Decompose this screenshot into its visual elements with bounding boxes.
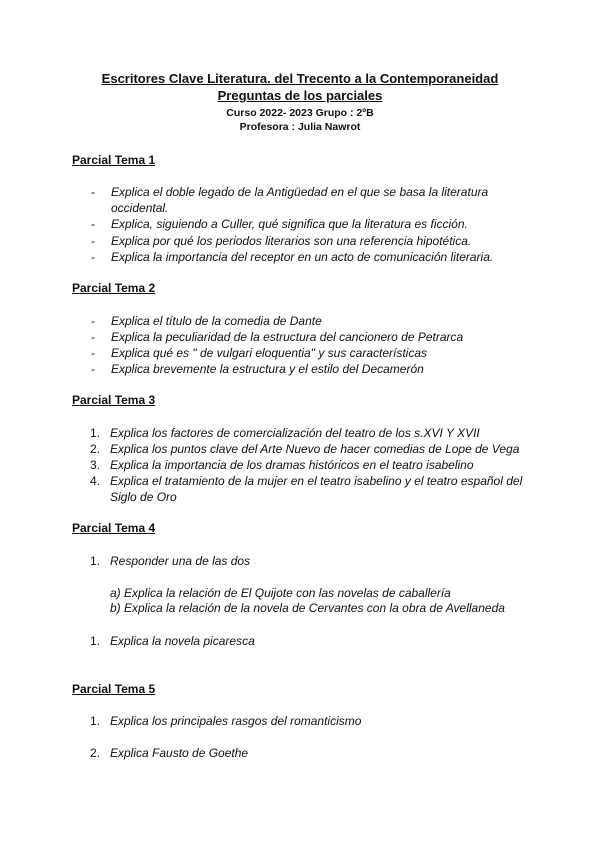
- list-marker: 2.: [90, 442, 101, 456]
- section-heading-tema-4: Parcial Tema 4: [72, 521, 156, 535]
- list-marker: 2.: [90, 746, 101, 760]
- question-text: Explica la importancia del receptor en un acto de comunicación literaria.: [111, 250, 494, 264]
- list-item: [90, 425, 530, 441]
- list-marker: -: [91, 346, 95, 360]
- list-marker: 3.: [90, 458, 101, 472]
- question-text: Explica los puntos clave del Arte Nuevo de hacer comedias de Lope de Vega: [110, 442, 520, 456]
- list-marker: 1.: [90, 426, 101, 440]
- list-marker: -: [91, 362, 95, 376]
- list-item: [90, 713, 530, 729]
- list-item: [90, 745, 530, 761]
- list-marker: -: [91, 234, 95, 248]
- list-item: [90, 473, 530, 505]
- list-marker: 4.: [90, 474, 101, 488]
- section-heading-tema-5: Parcial Tema 5: [72, 682, 156, 696]
- list-marker: -: [91, 185, 95, 199]
- question-text: Explica brevemente la estructura y el estilo del Decamerón: [111, 362, 424, 376]
- list-item: [90, 361, 530, 377]
- question-text: Explica la importancia de los dramas históricos en el teatro isabelino: [110, 458, 474, 472]
- list-item: [90, 313, 530, 329]
- list-marker: 1.: [90, 634, 101, 648]
- question-text: Explica, siguiendo a Culler, qué significa que la literatura es ficción.: [111, 217, 468, 231]
- question-text: Explica por qué los periodos literarios son una referencia hipotética.: [111, 234, 472, 248]
- sub-option-b: b) Explica la relación de la novela de Cervantes con la obra de Avellaneda: [110, 601, 505, 615]
- list-marker: -: [91, 330, 95, 344]
- sub-option-a: a) Explica la relación de El Quijote con las novelas de caballería: [110, 586, 451, 600]
- question-text: Explica el doble legado de la Antigüedad en el que se basa la literatura occidental.: [111, 185, 489, 215]
- list-item: [90, 553, 530, 569]
- question-text: Responder una de las dos: [110, 554, 251, 568]
- list-marker: 1.: [90, 554, 101, 568]
- section-heading-tema-2: Parcial Tema 2: [72, 281, 156, 295]
- list-marker: 1.: [90, 714, 101, 728]
- list-item: [90, 329, 530, 345]
- list-item: [90, 457, 530, 473]
- list-item: [90, 633, 530, 649]
- course-info: Curso 2022- 2023 Grupo : 2ºB: [226, 107, 374, 119]
- section-heading-tema-3: Parcial Tema 3: [72, 393, 156, 407]
- question-text: Explica los factores de comercialización del teatro de los s.XVI Y XVII: [110, 426, 480, 440]
- list-marker: -: [91, 217, 95, 231]
- section-heading-tema-1: Parcial Tema 1: [72, 153, 156, 167]
- list-item: [90, 249, 530, 265]
- list-item: [90, 216, 530, 232]
- list-marker: -: [91, 314, 95, 328]
- question-text: Explica Fausto de Goethe: [110, 746, 249, 760]
- question-text: Explica el tratamiento de la mujer en el teatro isabelino y el teatro español del Siglo de Oro: [110, 474, 523, 504]
- question-text: Explica la peculiaridad de la estructura del cancionero de Petrarca: [111, 330, 464, 344]
- question-text: Explica los principales rasgos del romanticismo: [110, 714, 362, 728]
- document-subtitle: Preguntas de los parciales: [217, 88, 383, 103]
- list-item: [90, 441, 530, 457]
- list-marker: -: [91, 250, 95, 264]
- question-text: Explica el título de la comedia de Dante: [111, 314, 322, 328]
- list-item: [90, 345, 530, 361]
- list-item: [90, 184, 530, 216]
- document-title: Escritores Clave Literatura. del Trecento a la Contemporaneidad: [101, 71, 499, 86]
- question-text: Explica qué es " de vulgari eloquentia" y sus características: [111, 346, 428, 360]
- question-text: Explica la novela picaresca: [110, 634, 255, 648]
- list-item: [90, 233, 530, 249]
- teacher-info: Profesora : Julia Nawrot: [239, 121, 361, 133]
